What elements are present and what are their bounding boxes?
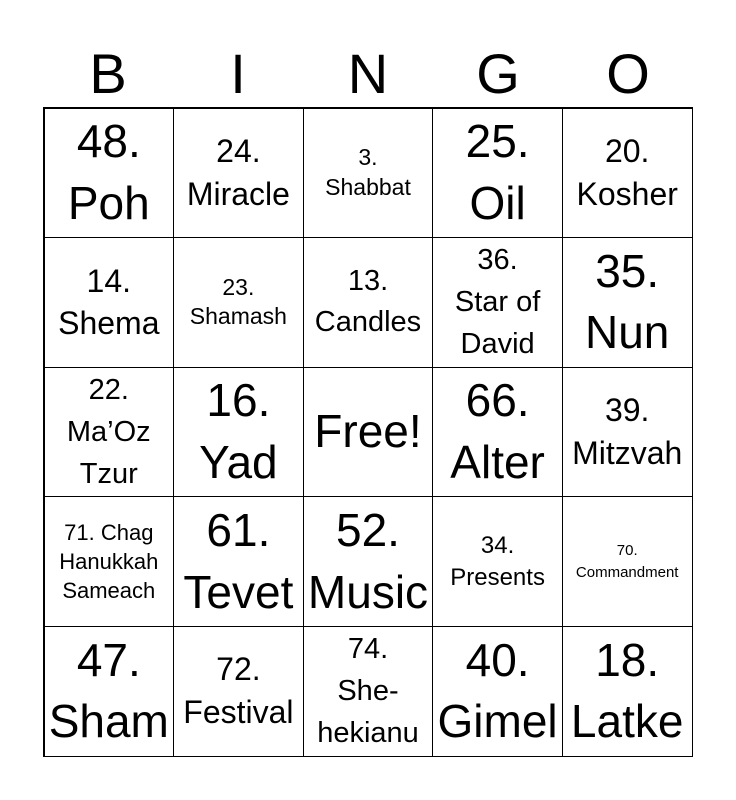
bingo-cell-r2c4[interactable] <box>432 237 563 368</box>
cell-text: 14. Shema <box>58 262 160 342</box>
bingo-cell-r3c1[interactable] <box>44 367 175 498</box>
bingo-cell-r2c1[interactable] <box>44 237 175 368</box>
bingo-header <box>43 40 693 108</box>
cell-text: 25. Oil <box>465 115 530 229</box>
header-letter-g: G <box>476 42 520 105</box>
cell-text: 47. Sham <box>48 633 169 748</box>
cell-text: 20. Kosher <box>576 132 678 212</box>
cell-text: 74. She- hekianu <box>317 633 419 750</box>
bingo-cell-r5c4[interactable] <box>432 626 563 757</box>
bingo-cell-r2c5[interactable] <box>562 237 693 368</box>
header-letter-o: O <box>606 42 650 105</box>
bingo-cell-r4c4[interactable] <box>432 496 563 627</box>
cell-text: 24. Miracle <box>186 132 290 212</box>
bingo-cell-r4c5[interactable] <box>562 496 693 627</box>
bingo-cell-r4c1[interactable] <box>44 496 175 627</box>
cell-text: 72. Festival <box>183 651 294 731</box>
bingo-cell-r1c1[interactable] <box>44 108 175 239</box>
bingo-cell-r2c3[interactable] <box>303 237 434 368</box>
cell-text: 61. Tevet <box>183 503 294 618</box>
bingo-cell-r1c4[interactable] <box>432 108 563 239</box>
bingo-cell-r3c2[interactable] <box>173 367 304 498</box>
cell-text: 52. Music <box>307 503 429 618</box>
cell-text: 34. Presents <box>450 531 545 591</box>
cell-text: 36. Star of David <box>454 244 541 361</box>
bingo-board <box>43 107 693 757</box>
header-letter-b: B <box>89 42 127 105</box>
cell-text: 35. Nun <box>585 244 670 359</box>
cell-text: 16. Yad <box>199 374 278 488</box>
bingo-cell-r5c5[interactable] <box>562 626 693 757</box>
bingo-cell-r5c3[interactable] <box>303 626 434 757</box>
bingo-cell-r1c3[interactable] <box>303 108 434 239</box>
cell-text: 3. Shabbat <box>325 144 411 200</box>
cell-text: 23. Shamash <box>189 273 287 330</box>
bingo-cell-r3c4[interactable] <box>432 367 563 498</box>
header-letter-n: N <box>347 42 389 105</box>
cell-text: 18. Latke <box>570 633 684 748</box>
cell-text: 13. Candles <box>314 264 422 339</box>
cell-text: 39. Mitzvah <box>572 392 683 471</box>
bingo-cell-r1c2[interactable] <box>173 108 304 239</box>
header-letter-i: I <box>230 42 246 105</box>
cell-text: 40. Gimel <box>437 633 558 748</box>
cell-text: 48. Poh <box>67 115 150 229</box>
bingo-cell-r3c5[interactable] <box>562 367 693 498</box>
bingo-cell-r5c1[interactable] <box>44 626 175 757</box>
bingo-cell-r4c2[interactable] <box>173 496 304 627</box>
cell-text: 22. Ma’Oz Tzur <box>66 373 151 491</box>
bingo-cell-r1c5[interactable] <box>562 108 693 239</box>
cell-text: 66. Alter <box>450 374 545 488</box>
bingo-cell-r5c2[interactable] <box>173 626 304 757</box>
free-space-text: Free! <box>314 405 422 458</box>
cell-text: 71. Chag Hanukkah Sameach <box>59 520 159 604</box>
bingo-cell-r2c2[interactable] <box>173 237 304 368</box>
bingo-cell-r4c3[interactable] <box>303 496 434 627</box>
bingo-cell-r3c3-free[interactable] <box>303 367 434 498</box>
cell-text: 70. Commandment <box>575 541 679 581</box>
